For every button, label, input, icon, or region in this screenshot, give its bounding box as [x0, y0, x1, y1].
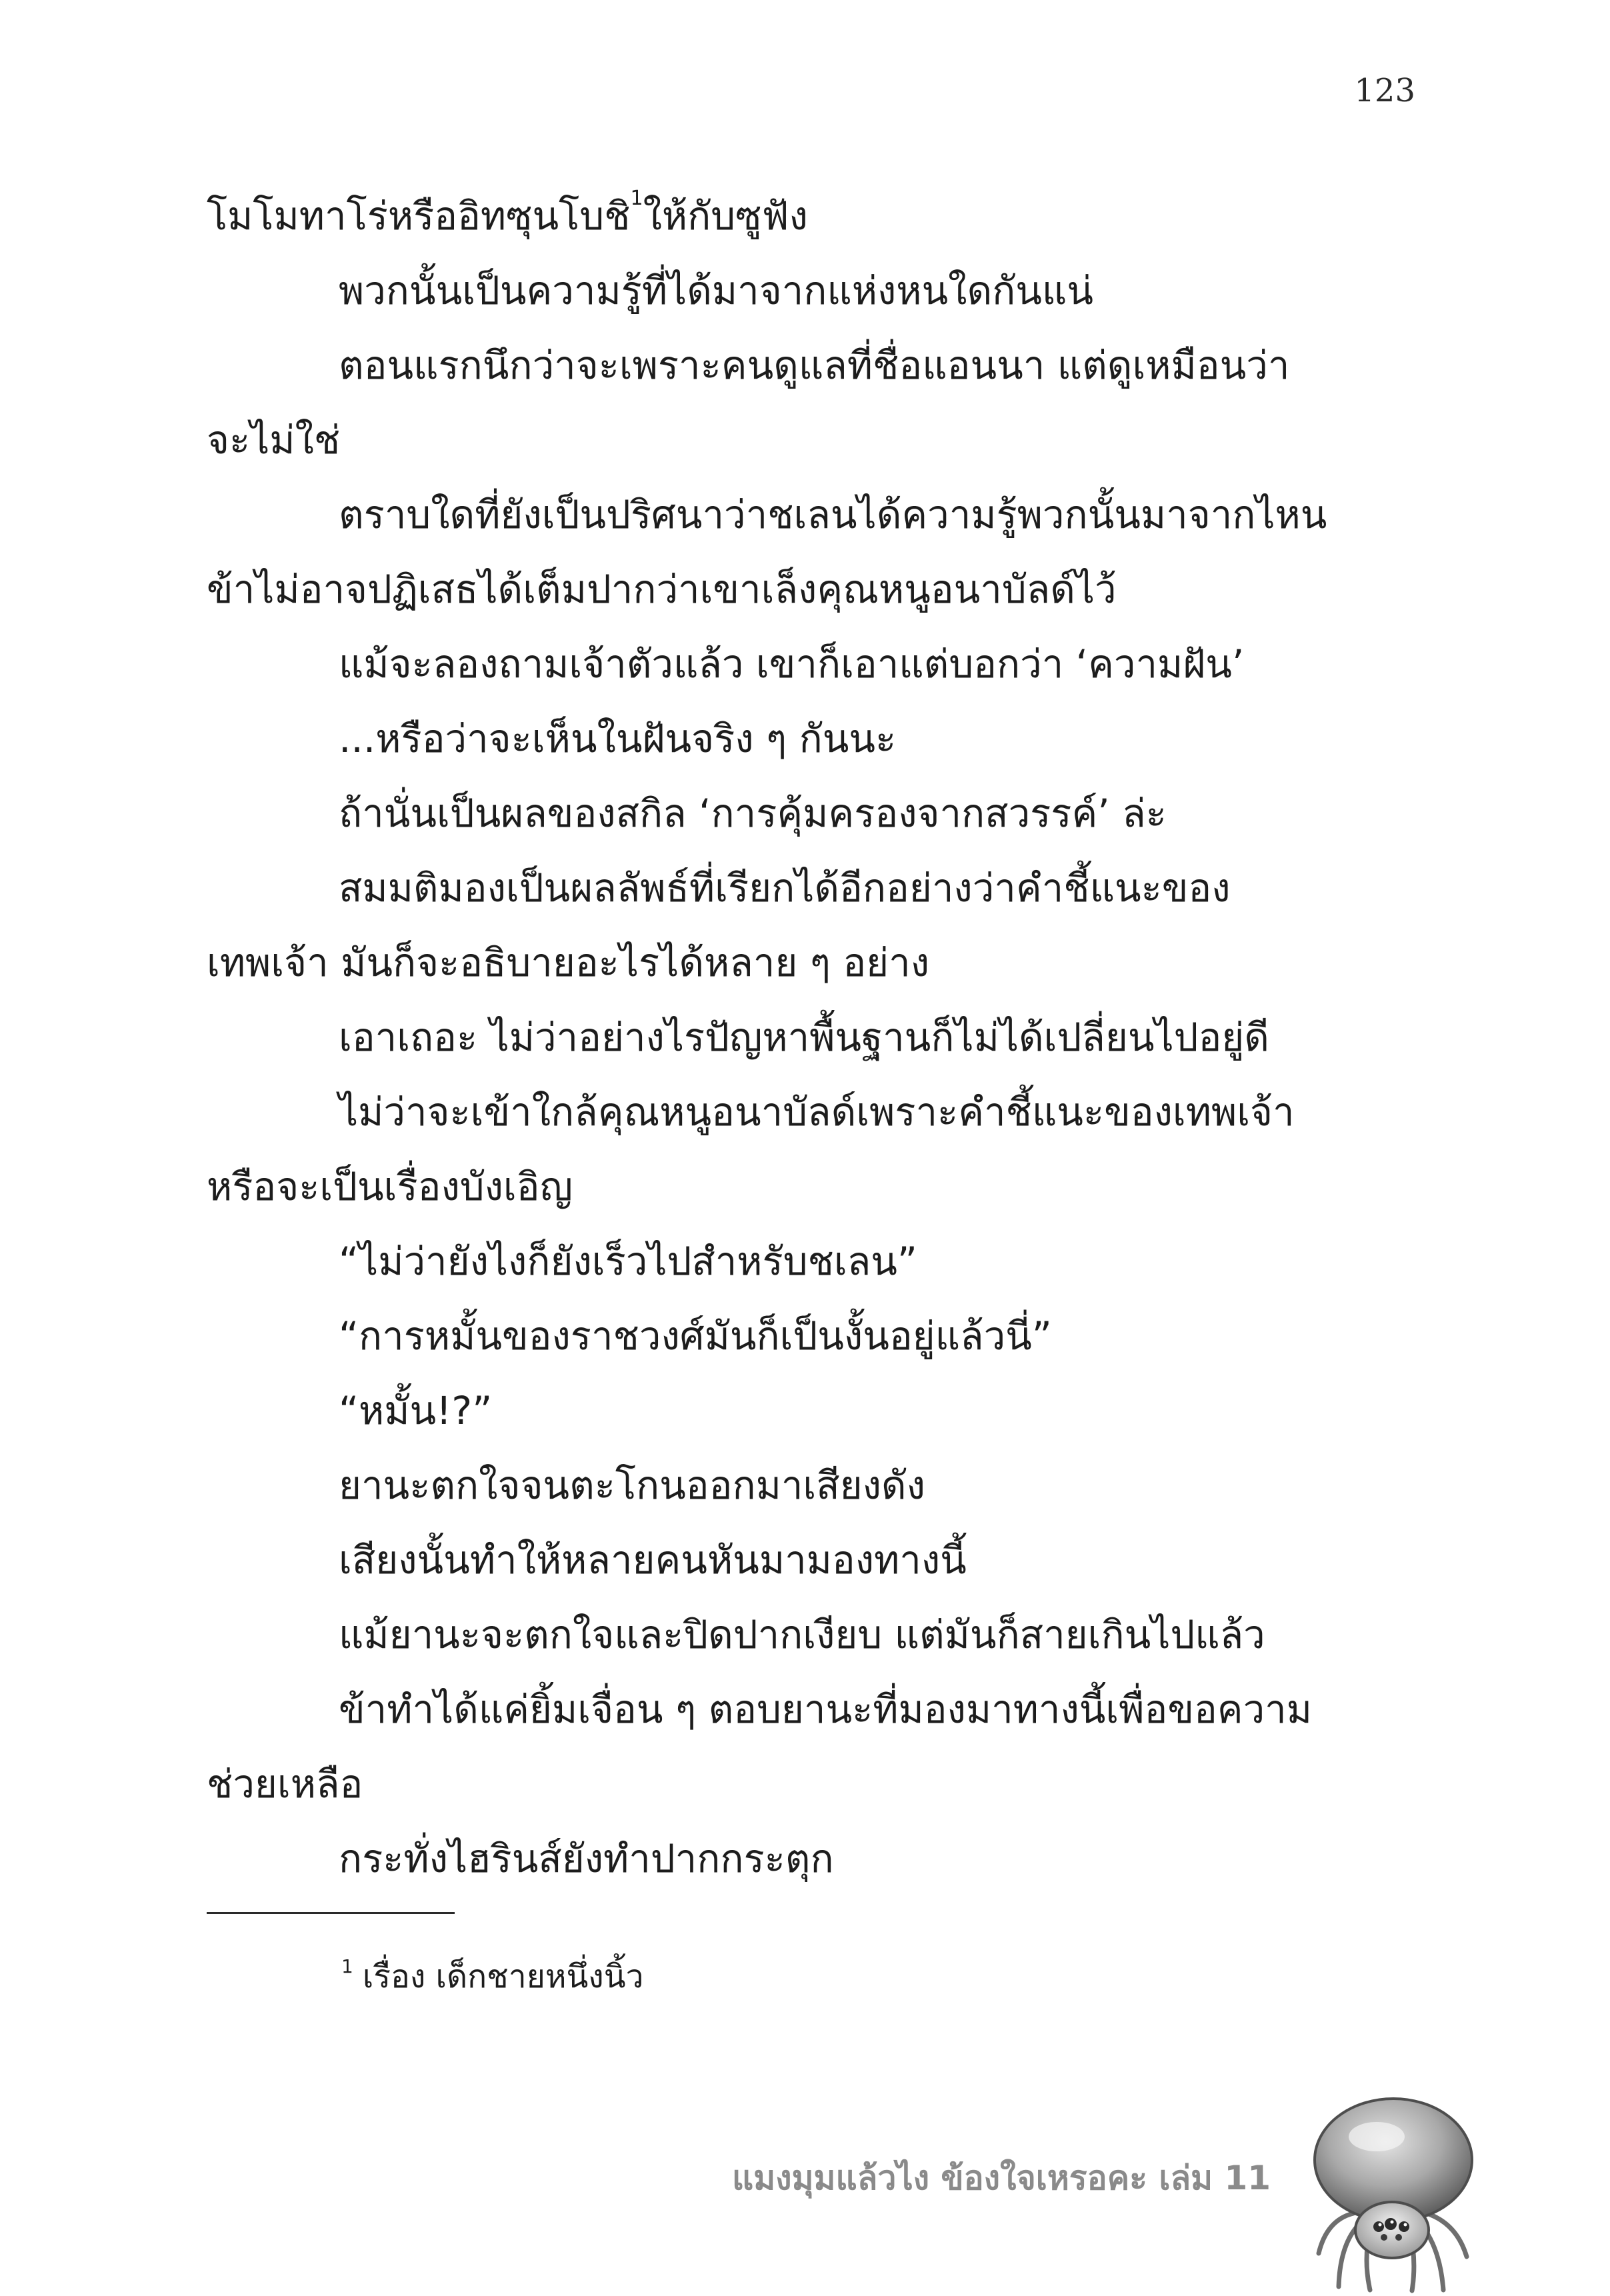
- text-line: เสียงนั้นทำให้หลายคนหันมามองทางนี้: [339, 1537, 967, 1583]
- text-line: แม้จะลองถามเจ้าตัวแล้ว เขาก็เอาแต่บอกว่า ‘ความฝัน’: [339, 641, 1245, 687]
- footnote: [341, 1953, 644, 2000]
- text-line: กระทั่งไฮรินส์ยังทำปากกระตุก: [339, 1836, 834, 1881]
- body-text: [207, 179, 1415, 1896]
- text-line: พวกนั้นเป็นความรู้ที่ได้มาจากแห่งหนใดกันแน่: [339, 268, 1093, 313]
- text-line: ยานะตกใจจนตะโกนออกมาเสียงดัง: [339, 1463, 925, 1508]
- text-line: “ไม่ว่ายังไงก็ยังเร็วไปสำหรับชเลน”: [339, 1239, 917, 1284]
- footnote-marker: 1: [341, 1955, 353, 1977]
- text-line: ...หรือว่าจะเห็นในฝันจริง ๆ กันนะ: [339, 716, 897, 761]
- text-line: [207, 179, 1415, 253]
- text-line-content: โมโมทาโร่หรืออิทซุนโบชิ: [207, 193, 631, 239]
- text-line-continuation: ให้กับซูฟัง: [643, 193, 808, 239]
- spider-mascot-icon: [1307, 2087, 1480, 2293]
- text-line: เทพเจ้า มันก็จะอธิบายอะไรได้หลาย ๆ อย่าง: [207, 940, 930, 985]
- text-line: ตราบใดที่ยังเป็นปริศนาว่าชเลนได้ความรู้พวกนั้นมาจากไหน: [339, 492, 1327, 537]
- text-line: แม้ยานะจะตกใจและปิดปากเงียบ แต่มันก็สายเกินไปแล้ว: [339, 1612, 1265, 1657]
- footnote-ref: 1: [630, 187, 643, 210]
- text-line: ตอนแรกนึกว่าจะเพราะคนดูแลที่ชื่อแอนนา แต่ดูเหมือนว่า: [339, 343, 1290, 388]
- book-title-footer: แมงมุมแล้วไง ข้องใจเหรอคะ เล่ม 11: [732, 2159, 1271, 2197]
- footnote-divider: [207, 1912, 455, 1914]
- text-line: ช่วยเหลือ: [207, 1761, 363, 1807]
- text-line: หรือจะเป็นเรื่องบังเอิญ: [207, 1164, 573, 1209]
- text-line: ข้าไม่อาจปฏิเสธได้เต็มปากว่าเขาเล็งคุณหนูอนาบัลด์ไว้: [207, 567, 1117, 612]
- text-line: จะไม่ใช่: [207, 417, 341, 463]
- text-line: เอาเถอะ ไม่ว่าอย่างไรปัญหาพื้นฐานก็ไม่ได้เปลี่ยนไปอยู่ดี: [339, 1015, 1269, 1060]
- text-line: ถ้านั่นเป็นผลของสกิล ‘การคุ้มครองจากสวรรค์’ ล่ะ: [339, 791, 1167, 836]
- footnote-text: เรื่อง เด็กชายหนึ่งนิ้ว: [362, 1958, 644, 1995]
- page-number: 123: [1354, 72, 1415, 109]
- text-line: “หมั้น!?”: [339, 1388, 493, 1433]
- text-line: “การหมั้นของราชวงศ์มันก็เป็นงั้นอยู่แล้วนี่”: [339, 1313, 1052, 1359]
- text-line: สมมติมองเป็นผลลัพธ์ที่เรียกได้อีกอย่างว่าคำชี้แนะของ: [339, 865, 1231, 911]
- text-line: ไม่ว่าจะเข้าใกล้คุณหนูอนาบัลด์เพราะคำชี้แนะของเทพเจ้า: [339, 1089, 1295, 1135]
- text-line: ข้าทำได้แค่ยิ้มเจื่อน ๆ ตอบยานะที่มองมาทางนี้เพื่อขอความ: [339, 1687, 1312, 1732]
